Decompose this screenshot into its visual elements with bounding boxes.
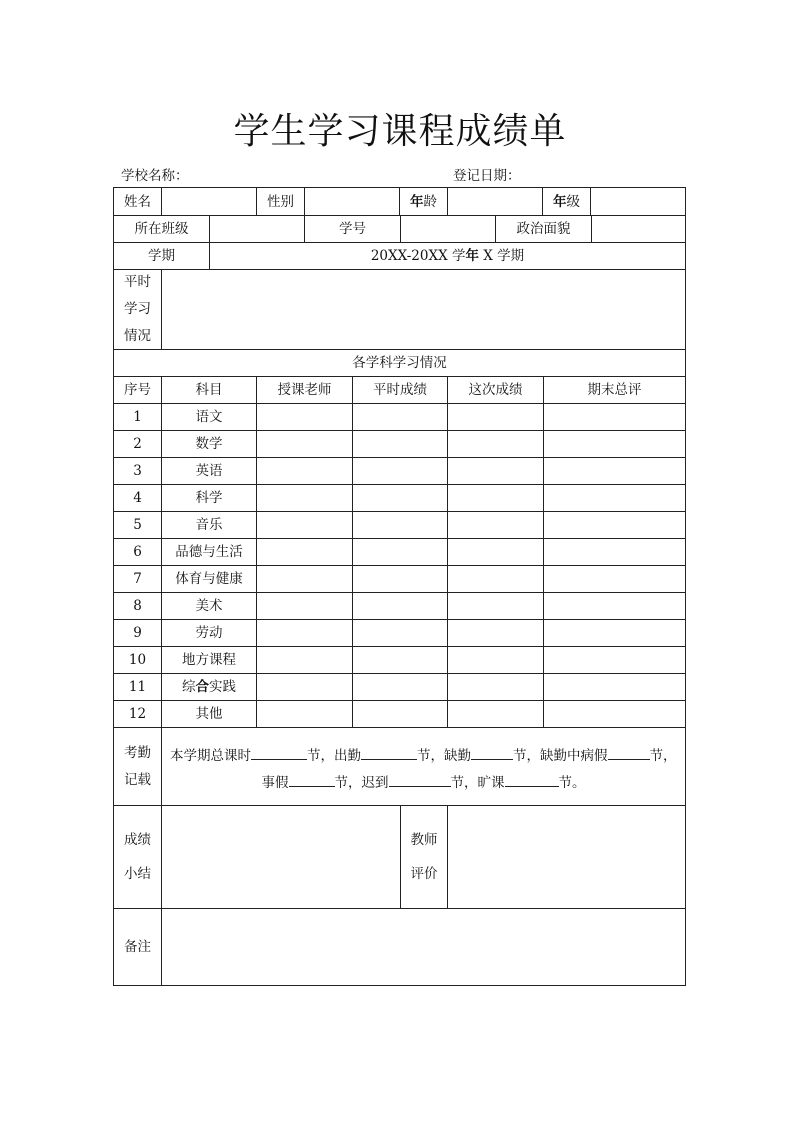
final-eval-field[interactable]	[544, 674, 685, 700]
student-id-field[interactable]	[401, 216, 496, 242]
grade-form-table	[113, 187, 686, 986]
regular-score-field[interactable]	[353, 701, 448, 727]
political-status-field[interactable]	[592, 216, 685, 242]
attendance-text: 本学期总课时 节，出勤 节，缺勤 节，缺勤中病假 节， 事假 节，迟到 节，旷课 节。	[162, 728, 685, 805]
subject-no: 6	[114, 539, 162, 565]
row-subjects-heading	[114, 350, 685, 377]
final-eval-field[interactable]	[544, 539, 685, 565]
col-header-subject: 科目	[162, 377, 257, 403]
subject-row	[114, 566, 685, 593]
remarks-label: 备注	[114, 909, 162, 985]
register-date-label: 登记日期：	[453, 168, 521, 184]
gender-field[interactable]	[305, 188, 400, 215]
this-score-field[interactable]	[448, 404, 544, 430]
subject-no: 11	[114, 674, 162, 700]
subject-name: 综 合 实践	[162, 674, 257, 700]
final-eval-field[interactable]	[544, 512, 685, 538]
final-eval-field[interactable]	[544, 485, 685, 511]
teacher-field[interactable]	[257, 539, 353, 565]
subject-name: 地方课程	[162, 647, 257, 673]
class-label: 所在班级	[114, 216, 210, 242]
row-term	[114, 243, 685, 270]
subject-no: 8	[114, 593, 162, 619]
subject-no: 12	[114, 701, 162, 727]
col-header-teacher: 授课老师	[257, 377, 353, 403]
subject-name: 科学	[162, 485, 257, 511]
subject-no: 9	[114, 620, 162, 646]
subject-name: 劳动	[162, 620, 257, 646]
class-field[interactable]	[210, 216, 305, 242]
teacher-field[interactable]	[257, 647, 353, 673]
regular-score-field[interactable]	[353, 566, 448, 592]
row-summary	[114, 806, 685, 909]
subject-no: 3	[114, 458, 162, 484]
subject-name: 体育与健康	[162, 566, 257, 592]
teacher-field[interactable]	[257, 485, 353, 511]
teacher-field[interactable]	[257, 404, 353, 430]
name-field[interactable]	[162, 188, 257, 215]
term-label: 学期	[114, 243, 210, 269]
term-value: 20XX-20XX 学 年 X 学期	[370, 248, 525, 264]
teacher-field[interactable]	[257, 566, 353, 592]
subject-row	[114, 593, 685, 620]
subject-no: 5	[114, 512, 162, 538]
gender-label: 性别	[257, 188, 305, 215]
subject-name: 英语	[162, 458, 257, 484]
subjects-header-row	[114, 377, 685, 404]
row-basic-info-1	[114, 188, 685, 216]
school-name-label: 学校名称：	[121, 168, 189, 184]
regular-score-field[interactable]	[353, 647, 448, 673]
teacher-field[interactable]	[257, 620, 353, 646]
teacher-evaluation-label: 教师 评价	[401, 806, 448, 908]
subject-name: 语文	[162, 404, 257, 430]
subject-name: 其他	[162, 701, 257, 727]
regular-score-field[interactable]	[353, 458, 448, 484]
subject-row	[114, 458, 685, 485]
student-id-label: 学号	[305, 216, 401, 242]
col-header-this-score: 这次成绩	[448, 377, 544, 403]
row-remarks	[114, 909, 685, 985]
final-eval-field[interactable]	[544, 647, 685, 673]
subject-row	[114, 674, 685, 701]
regular-score-field[interactable]	[353, 512, 448, 538]
this-score-field[interactable]	[448, 431, 544, 457]
teacher-field[interactable]	[257, 701, 353, 727]
political-status-label: 政治面貌	[496, 216, 592, 242]
subject-name: 音乐	[162, 512, 257, 538]
sick-leave-blank[interactable]	[608, 745, 650, 760]
final-eval-field[interactable]	[544, 431, 685, 457]
absent-blank[interactable]	[471, 745, 513, 760]
attendance-label: 考勤 记载	[114, 728, 162, 805]
regular-score-field[interactable]	[353, 620, 448, 646]
this-score-field[interactable]	[448, 647, 544, 673]
this-score-field[interactable]	[448, 620, 544, 646]
subject-row	[114, 404, 685, 431]
present-blank[interactable]	[361, 745, 417, 760]
regular-score-field[interactable]	[353, 431, 448, 457]
this-score-field[interactable]	[448, 512, 544, 538]
regular-score-field[interactable]	[353, 404, 448, 430]
subject-row	[114, 539, 685, 566]
this-score-field[interactable]	[448, 701, 544, 727]
subject-no: 1	[114, 404, 162, 430]
daily-study-field[interactable]	[162, 270, 685, 349]
teacher-evaluation-field[interactable]	[448, 806, 685, 908]
age-label: 年 龄	[400, 188, 448, 215]
teacher-field[interactable]	[257, 431, 353, 457]
regular-score-field[interactable]	[353, 485, 448, 511]
final-eval-field[interactable]	[544, 620, 685, 646]
subject-no: 4	[114, 485, 162, 511]
row-attendance	[114, 728, 685, 806]
final-eval-field[interactable]	[544, 701, 685, 727]
subject-row	[114, 512, 685, 539]
teacher-field[interactable]	[257, 458, 353, 484]
total-hours-blank[interactable]	[251, 745, 307, 760]
remarks-field[interactable]	[162, 909, 685, 985]
col-header-regular-score: 平时成绩	[353, 377, 448, 403]
final-eval-field[interactable]	[544, 404, 685, 430]
col-header-final-eval: 期末总评	[587, 382, 642, 398]
grade-level-label: 年 级	[543, 188, 591, 215]
final-eval-field[interactable]	[544, 566, 685, 592]
subject-row	[114, 620, 685, 647]
subject-row	[114, 647, 685, 674]
final-eval-field[interactable]	[544, 593, 685, 619]
daily-study-label: 平时 学习 情况	[114, 270, 162, 349]
teacher-field[interactable]	[257, 593, 353, 619]
this-score-field[interactable]	[448, 539, 544, 565]
this-score-field[interactable]	[448, 674, 544, 700]
page-title: 学生学习课程成绩单	[233, 111, 567, 152]
regular-score-field[interactable]	[353, 674, 448, 700]
row-daily-study	[114, 270, 685, 350]
teacher-field[interactable]	[257, 512, 353, 538]
col-header-no: 序号	[114, 377, 162, 403]
this-score-field[interactable]	[448, 566, 544, 592]
regular-score-field[interactable]	[353, 539, 448, 565]
name-label: 姓名	[114, 188, 162, 215]
age-field[interactable]	[448, 188, 543, 215]
personal-leave-blank[interactable]	[289, 772, 335, 787]
score-summary-field[interactable]	[162, 806, 401, 908]
subject-row	[114, 701, 685, 728]
subject-no: 7	[114, 566, 162, 592]
this-score-field[interactable]	[448, 593, 544, 619]
final-eval-field[interactable]	[544, 458, 685, 484]
teacher-field[interactable]	[257, 674, 353, 700]
truancy-blank[interactable]	[505, 772, 559, 787]
grade-level-field[interactable]	[591, 188, 685, 215]
subject-name: 品德与生活	[162, 539, 257, 565]
subject-row	[114, 431, 685, 458]
subject-row	[114, 485, 685, 512]
this-score-field[interactable]	[448, 485, 544, 511]
row-basic-info-2	[114, 216, 685, 243]
score-summary-label: 成绩 小结	[114, 806, 162, 908]
subjects-section-heading: 各学科学习情况	[352, 355, 447, 371]
subject-name: 数学	[162, 431, 257, 457]
subject-name: 美术	[162, 593, 257, 619]
this-score-field[interactable]	[448, 458, 544, 484]
regular-score-field[interactable]	[353, 593, 448, 619]
subject-no: 2	[114, 431, 162, 457]
subject-no: 10	[114, 647, 162, 673]
late-blank[interactable]	[389, 772, 451, 787]
